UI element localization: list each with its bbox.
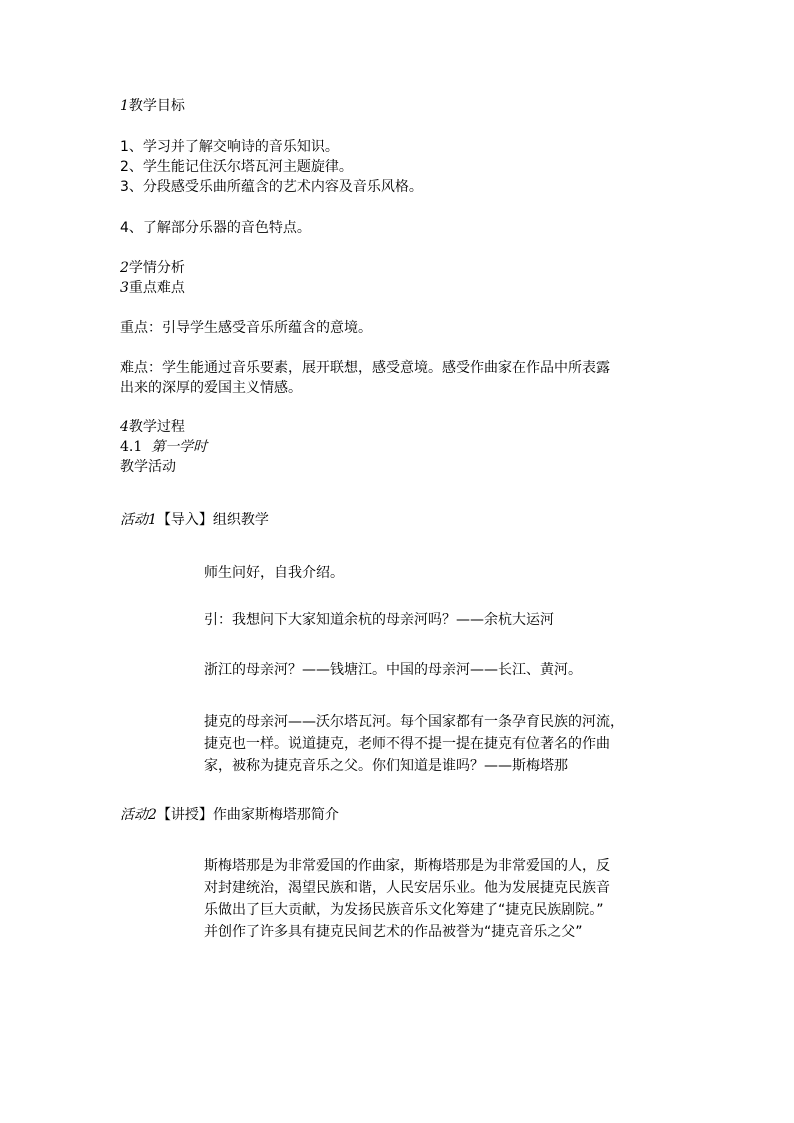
lesson-heading [120, 437, 207, 457]
section-heading-objectives [120, 96, 185, 116]
difficulty-text-line: 出来的深厚的爱国主义情感。 [120, 380, 302, 396]
activity-title: 作曲家斯梅塔那简介 [212, 807, 339, 823]
activity-tag: 【讲授】 [156, 807, 213, 823]
objective-item: 3、分段感受乐曲所蕴含的艺术内容及音乐风格。 [120, 179, 423, 195]
activity-heading-1 [120, 510, 269, 530]
section-title: 重点难点 [128, 280, 185, 296]
key-point-text: 重点：引导学生感受音乐所蕴含的意境。 [120, 320, 372, 336]
activity-prefix: 活动 [120, 807, 148, 823]
objective-item: 1、学习并了解交响诗的音乐知识。 [120, 139, 339, 155]
difficulty-text-line: 难点：学生能通过音乐要素，展开联想，感受意境。感受作曲家在作品中所表露 [120, 360, 610, 376]
lesson-title: 第一学时 [151, 439, 208, 455]
section-heading-analysis [120, 258, 185, 278]
section-heading-process [120, 417, 185, 437]
section-number: 1 [120, 98, 129, 114]
activity-number: 1 [148, 512, 157, 528]
activity1-paragraph: 师生问好，自我介绍。 [204, 565, 344, 581]
activity-title: 组织教学 [212, 512, 269, 528]
section-number: 2 [120, 260, 129, 276]
objective-item: 4、了解部分乐器的音色特点。 [120, 220, 311, 236]
activity1-paragraph: 引：我想问下大家知道余杭的母亲河吗？——余杭大运河 [204, 612, 554, 628]
activity1-paragraph-line: 捷克也一样。说道捷克，老师不得不提一提在捷克有位著名的作曲 [204, 736, 610, 752]
activity2-paragraph-line: 并创作了许多具有捷克民间艺术的作品被誉为“捷克音乐之父” [204, 924, 583, 940]
activity-number: 2 [148, 807, 157, 823]
section-title: 学情分析 [128, 260, 185, 276]
activity2-paragraph-line: 斯梅塔那是为非常爱国的作曲家，斯梅塔那是为非常爱国的人，反 [204, 858, 610, 874]
lesson-number: 4.1 [120, 439, 143, 455]
activity2-paragraph-line: 对封建统治，渴望民族和谐，人民安居乐业。他为发展捷克民族音 [204, 880, 610, 896]
activity1-paragraph: 浙江的母亲河？——钱塘江。中国的母亲河——长江、黄河。 [204, 662, 582, 678]
activity-prefix: 活动 [120, 512, 148, 528]
section-number: 4 [120, 419, 129, 435]
section-number: 3 [120, 280, 129, 296]
section-title: 教学目标 [128, 98, 185, 114]
activity1-paragraph-line: 家，被称为捷克音乐之父。你们知道是谁吗？——斯梅塔那 [204, 758, 568, 774]
section-heading-keypoints [120, 278, 185, 298]
teaching-activities-label: 教学活动 [120, 459, 176, 475]
activity-tag: 【导入】 [156, 512, 213, 528]
activity-heading-2 [120, 805, 339, 825]
section-title: 教学过程 [128, 419, 185, 435]
objective-item: 2、学生能记住沃尔塔瓦河主题旋律。 [120, 159, 353, 175]
activity2-paragraph-line: 乐做出了巨大贡献，为发扬民族音乐文化筹建了“捷克民族剧院。” [204, 902, 604, 918]
activity1-paragraph-line: 捷克的母亲河——沃尔塔瓦河。每个国家都有一条孕育民族的河流， [204, 714, 624, 730]
